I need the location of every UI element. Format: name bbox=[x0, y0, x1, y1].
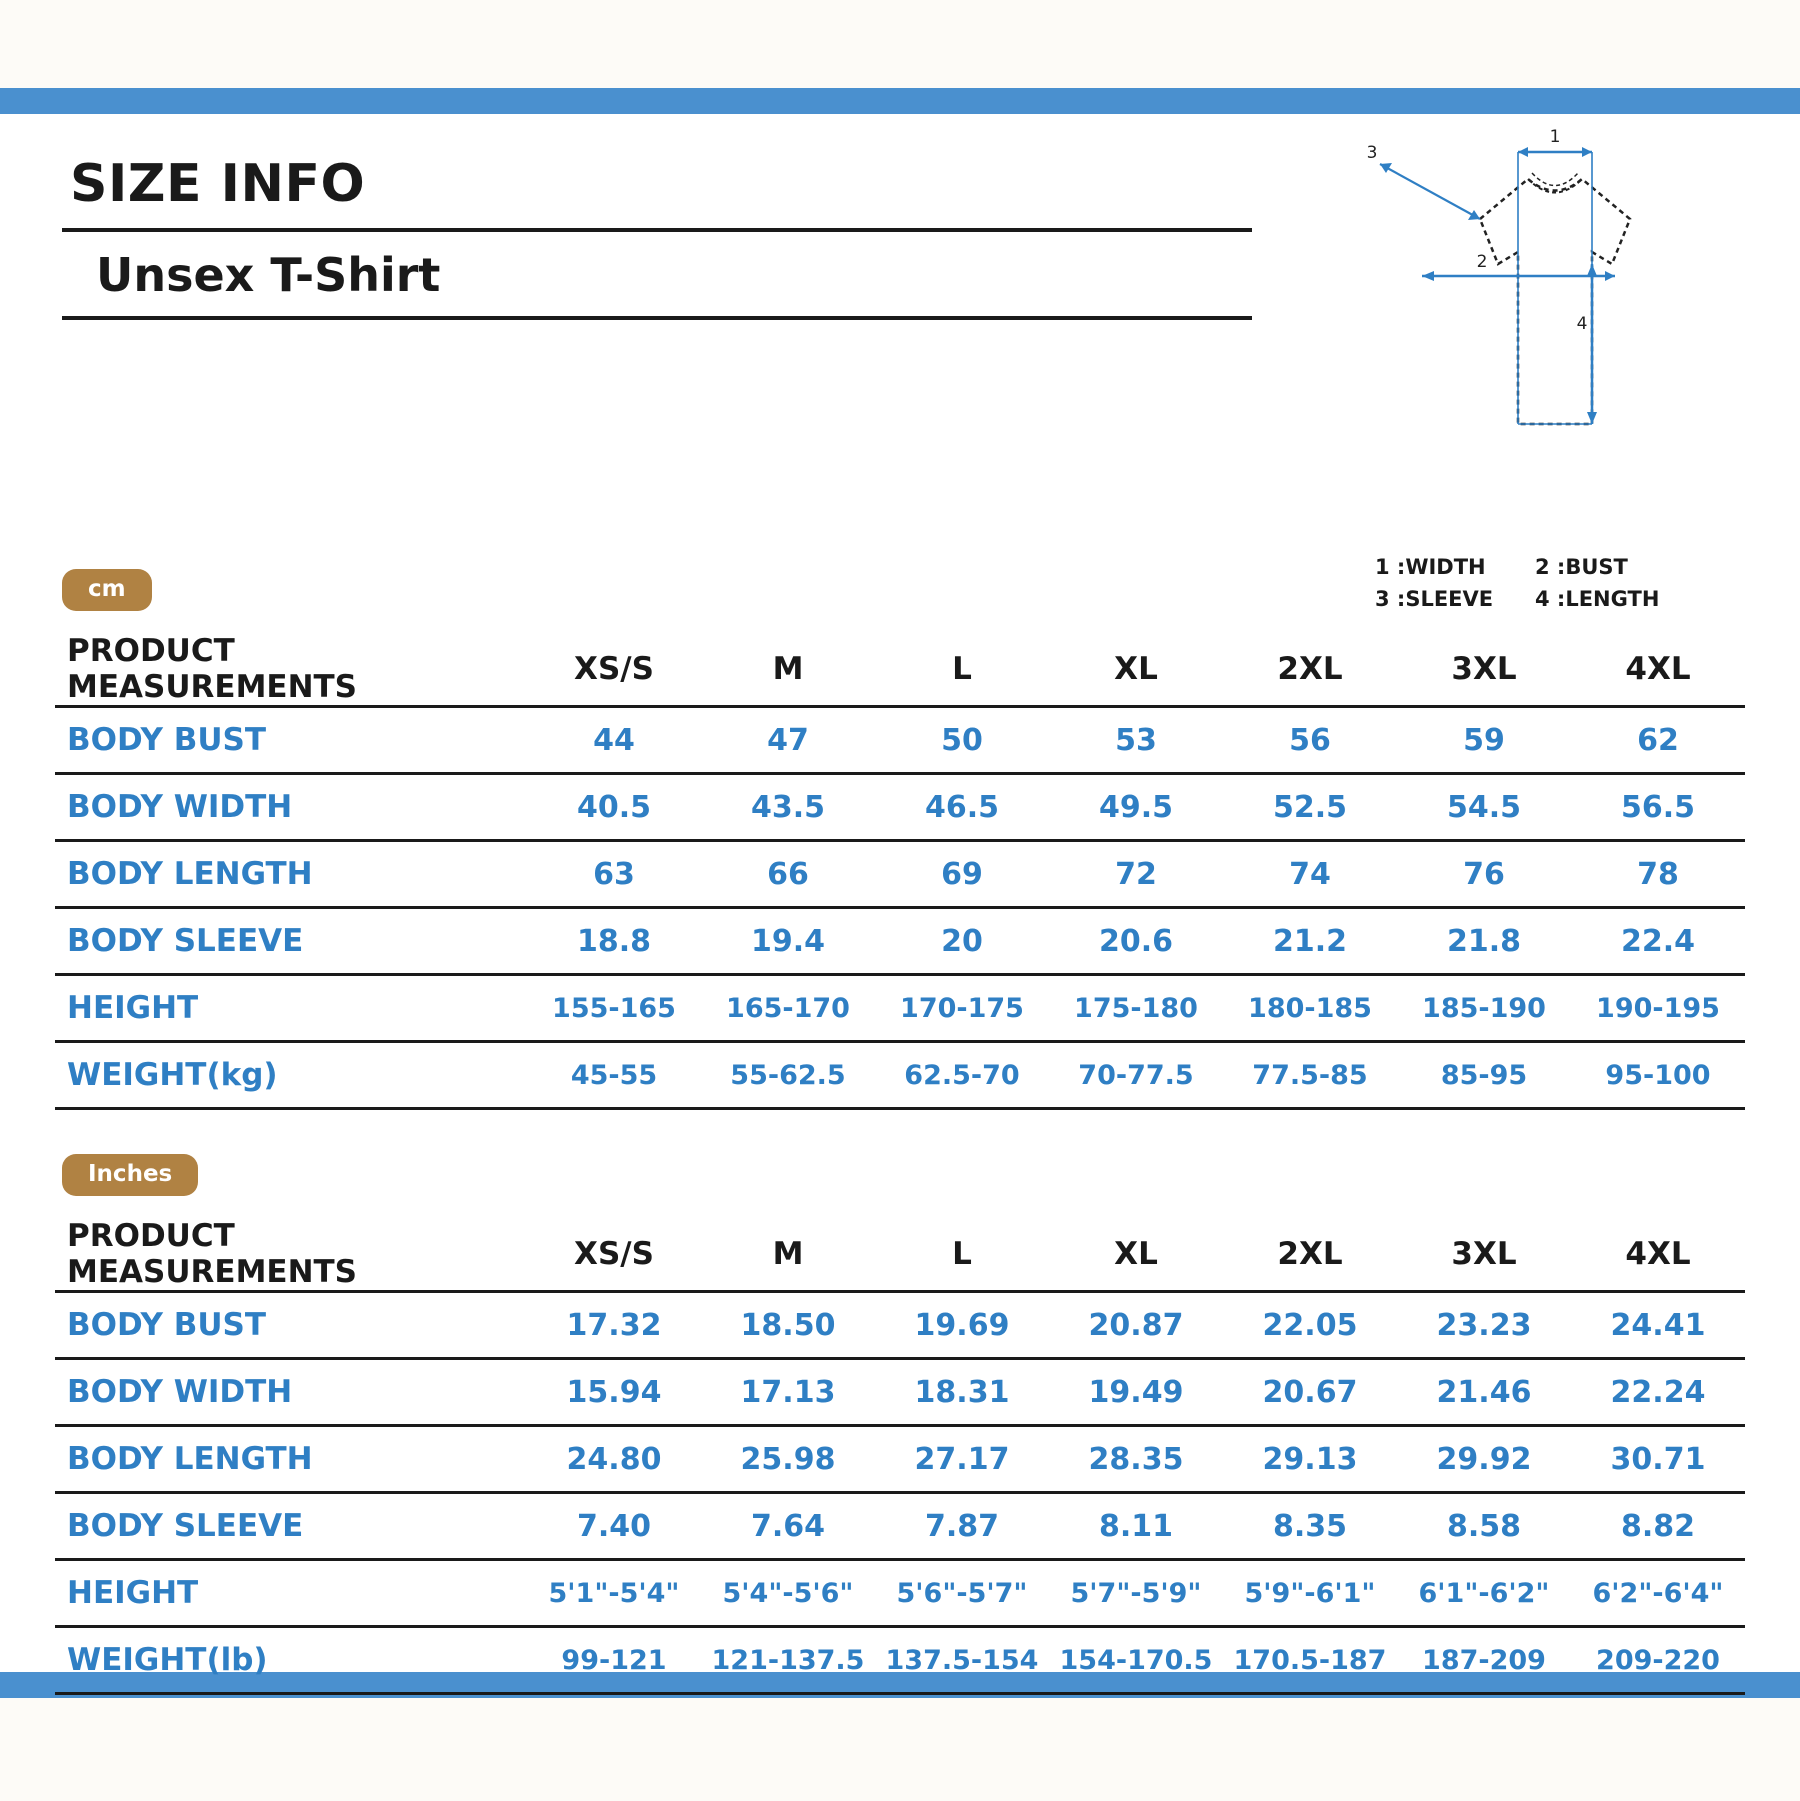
cell-in-weight-m: 121-137.5 bbox=[701, 1627, 875, 1694]
cell-cm-height-xss: 155-165 bbox=[527, 975, 701, 1042]
cell-cm-bust-4xl: 62 bbox=[1571, 707, 1745, 774]
row-label-body-sleeve-in: BODY SLEEVE bbox=[55, 1493, 527, 1560]
table-row bbox=[55, 841, 1745, 908]
table-row bbox=[55, 1292, 1745, 1359]
cell-in-length-l: 27.17 bbox=[875, 1426, 1049, 1493]
cell-cm-length-2xl: 74 bbox=[1223, 841, 1397, 908]
header-size-2xl: 2XL bbox=[1223, 633, 1397, 707]
cell-cm-height-l: 170-175 bbox=[875, 975, 1049, 1042]
row-label-height: HEIGHT bbox=[55, 975, 527, 1042]
header-size-xl-in: XL bbox=[1049, 1218, 1223, 1292]
cell-cm-width-4xl: 56.5 bbox=[1571, 774, 1745, 841]
table-row bbox=[55, 707, 1745, 774]
table-row bbox=[55, 774, 1745, 841]
header-size-xss-in: XS/S bbox=[527, 1218, 701, 1292]
cell-in-length-xl: 28.35 bbox=[1049, 1426, 1223, 1493]
legend-item-width: 1 :WIDTH bbox=[1375, 555, 1486, 579]
header-block bbox=[62, 154, 1252, 320]
cell-cm-bust-l: 50 bbox=[875, 707, 1049, 774]
cell-cm-weight-l: 62.5-70 bbox=[875, 1042, 1049, 1109]
legend-item-sleeve: 3 :SLEEVE bbox=[1375, 586, 1494, 611]
row-label-body-length-in: BODY LENGTH bbox=[55, 1426, 527, 1493]
cell-cm-weight-xl: 70-77.5 bbox=[1049, 1042, 1223, 1109]
cell-in-width-xl: 19.49 bbox=[1049, 1359, 1223, 1426]
cell-cm-bust-2xl: 56 bbox=[1223, 707, 1397, 774]
cell-cm-width-l: 46.5 bbox=[875, 774, 1049, 841]
cell-in-length-m: 25.98 bbox=[701, 1426, 875, 1493]
cell-cm-sleeve-3xl: 21.8 bbox=[1397, 908, 1571, 975]
header-size-l-in: L bbox=[875, 1218, 1049, 1292]
cell-in-weight-xl: 154-170.5 bbox=[1049, 1627, 1223, 1694]
cell-cm-width-xl: 49.5 bbox=[1049, 774, 1223, 841]
cell-in-sleeve-xl: 8.11 bbox=[1049, 1493, 1223, 1560]
cell-cm-width-xss: 40.5 bbox=[527, 774, 701, 841]
unit-badge-inches: Inches bbox=[62, 1154, 198, 1196]
cell-cm-sleeve-xl: 20.6 bbox=[1049, 908, 1223, 975]
cell-cm-height-xl: 175-180 bbox=[1049, 975, 1223, 1042]
cell-in-bust-xss: 17.32 bbox=[527, 1292, 701, 1359]
table-row bbox=[55, 1493, 1745, 1560]
cell-in-height-3xl: 6'1"-6'2" bbox=[1397, 1560, 1571, 1627]
header-size-2xl-in: 2XL bbox=[1223, 1218, 1397, 1292]
size-table-inches bbox=[55, 1218, 1745, 1695]
row-label-body-bust: BODY BUST bbox=[55, 707, 527, 774]
cell-cm-length-l: 69 bbox=[875, 841, 1049, 908]
table-row bbox=[55, 1359, 1745, 1426]
legend-item-bust: 2 :BUST bbox=[1535, 555, 1628, 579]
diagram-marker-1: 1 bbox=[1549, 127, 1561, 147]
header-size-m-in: M bbox=[701, 1218, 875, 1292]
table-row bbox=[55, 1042, 1745, 1109]
header-size-3xl: 3XL bbox=[1397, 633, 1571, 707]
header-product-measurements: PRODUCT MEASUREMENTS bbox=[55, 633, 527, 707]
cell-cm-width-2xl: 52.5 bbox=[1223, 774, 1397, 841]
cell-in-height-4xl: 6'2"-6'4" bbox=[1571, 1560, 1745, 1627]
cell-cm-weight-3xl: 85-95 bbox=[1397, 1042, 1571, 1109]
cell-cm-sleeve-2xl: 21.2 bbox=[1223, 908, 1397, 975]
cell-cm-sleeve-m: 19.4 bbox=[701, 908, 875, 975]
header-size-4xl-in: 4XL bbox=[1571, 1218, 1745, 1292]
row-label-body-width-in: BODY WIDTH bbox=[55, 1359, 527, 1426]
row-label-body-sleeve: BODY SLEEVE bbox=[55, 908, 527, 975]
cell-cm-height-m: 165-170 bbox=[701, 975, 875, 1042]
cell-cm-width-3xl: 54.5 bbox=[1397, 774, 1571, 841]
cell-cm-bust-m: 47 bbox=[701, 707, 875, 774]
cell-cm-bust-3xl: 59 bbox=[1397, 707, 1571, 774]
cell-in-length-3xl: 29.92 bbox=[1397, 1426, 1571, 1493]
cell-in-sleeve-l: 7.87 bbox=[875, 1493, 1049, 1560]
top-accent-bar bbox=[0, 88, 1800, 114]
cell-in-bust-l: 19.69 bbox=[875, 1292, 1049, 1359]
cell-cm-bust-xss: 44 bbox=[527, 707, 701, 774]
legend-item-length: 4 :LENGTH bbox=[1535, 586, 1660, 611]
cell-cm-bust-xl: 53 bbox=[1049, 707, 1223, 774]
cell-cm-length-xss: 63 bbox=[527, 841, 701, 908]
cell-in-height-2xl: 5'9"-6'1" bbox=[1223, 1560, 1397, 1627]
row-label-body-width: BODY WIDTH bbox=[55, 774, 527, 841]
cell-in-width-3xl: 21.46 bbox=[1397, 1359, 1571, 1426]
cell-cm-length-4xl: 78 bbox=[1571, 841, 1745, 908]
header-size-3xl-in: 3XL bbox=[1397, 1218, 1571, 1292]
table-row bbox=[55, 908, 1745, 975]
cell-in-length-2xl: 29.13 bbox=[1223, 1426, 1397, 1493]
cell-cm-length-3xl: 76 bbox=[1397, 841, 1571, 908]
size-table-cm bbox=[55, 633, 1745, 1110]
table-header-row bbox=[55, 633, 1745, 707]
header-size-xl: XL bbox=[1049, 633, 1223, 707]
cell-cm-weight-2xl: 77.5-85 bbox=[1223, 1042, 1397, 1109]
cell-in-sleeve-m: 7.64 bbox=[701, 1493, 875, 1560]
header-size-xss: XS/S bbox=[527, 633, 701, 707]
unit-badge-cm: cm bbox=[62, 569, 152, 611]
page-title: SIZE INFO bbox=[70, 154, 366, 214]
cell-in-weight-2xl: 170.5-187 bbox=[1223, 1627, 1397, 1694]
cell-cm-width-m: 43.5 bbox=[701, 774, 875, 841]
cell-in-length-xss: 24.80 bbox=[527, 1426, 701, 1493]
row-label-weight-kg: WEIGHT(kg) bbox=[55, 1042, 527, 1109]
header-size-l: L bbox=[875, 633, 1049, 707]
page-subtitle: Unsex T-Shirt bbox=[96, 248, 441, 302]
cell-in-weight-l: 137.5-154 bbox=[875, 1627, 1049, 1694]
cell-cm-sleeve-xss: 18.8 bbox=[527, 908, 701, 975]
cell-cm-weight-m: 55-62.5 bbox=[701, 1042, 875, 1109]
cell-in-bust-3xl: 23.23 bbox=[1397, 1292, 1571, 1359]
cell-cm-length-xl: 72 bbox=[1049, 841, 1223, 908]
title-divider-top bbox=[62, 228, 1252, 232]
cell-in-width-2xl: 20.67 bbox=[1223, 1359, 1397, 1426]
cell-in-sleeve-3xl: 8.58 bbox=[1397, 1493, 1571, 1560]
diagram-marker-3: 3 bbox=[1366, 143, 1378, 163]
table-row bbox=[55, 975, 1745, 1042]
cell-in-weight-xss: 99-121 bbox=[527, 1627, 701, 1694]
cell-in-weight-3xl: 187-209 bbox=[1397, 1627, 1571, 1694]
cell-cm-height-3xl: 185-190 bbox=[1397, 975, 1571, 1042]
header-size-m: M bbox=[701, 633, 875, 707]
cell-in-width-l: 18.31 bbox=[875, 1359, 1049, 1426]
header-product-measurements-in: PRODUCT MEASUREMENTS bbox=[55, 1218, 527, 1292]
cell-in-bust-2xl: 22.05 bbox=[1223, 1292, 1397, 1359]
table-row bbox=[55, 1627, 1745, 1694]
row-label-body-length: BODY LENGTH bbox=[55, 841, 527, 908]
row-label-weight-lb: WEIGHT(lb) bbox=[55, 1627, 527, 1694]
cell-in-height-xss: 5'1"-5'4" bbox=[527, 1560, 701, 1627]
cell-in-weight-4xl: 209-220 bbox=[1571, 1627, 1745, 1694]
diagram-marker-4: 4 bbox=[1576, 314, 1588, 334]
cell-in-width-xss: 15.94 bbox=[527, 1359, 701, 1426]
cell-in-bust-4xl: 24.41 bbox=[1571, 1292, 1745, 1359]
title-divider-bottom bbox=[62, 316, 1252, 320]
diagram-legend bbox=[1375, 552, 1735, 615]
cell-in-sleeve-2xl: 8.35 bbox=[1223, 1493, 1397, 1560]
table-row bbox=[55, 1426, 1745, 1493]
cell-cm-height-4xl: 190-195 bbox=[1571, 975, 1745, 1042]
cell-cm-sleeve-l: 20 bbox=[875, 908, 1049, 975]
tshirt-diagram bbox=[1360, 124, 1750, 484]
chart-content bbox=[0, 114, 1800, 1678]
cell-in-sleeve-4xl: 8.82 bbox=[1571, 1493, 1745, 1560]
cell-in-length-4xl: 30.71 bbox=[1571, 1426, 1745, 1493]
cell-cm-sleeve-4xl: 22.4 bbox=[1571, 908, 1745, 975]
cell-cm-weight-4xl: 95-100 bbox=[1571, 1042, 1745, 1109]
cell-in-height-xl: 5'7"-5'9" bbox=[1049, 1560, 1223, 1627]
cell-in-sleeve-xss: 7.40 bbox=[527, 1493, 701, 1560]
cell-in-width-4xl: 22.24 bbox=[1571, 1359, 1745, 1426]
cell-cm-height-2xl: 180-185 bbox=[1223, 975, 1397, 1042]
header-size-4xl: 4XL bbox=[1571, 633, 1745, 707]
cell-cm-length-m: 66 bbox=[701, 841, 875, 908]
cell-in-bust-xl: 20.87 bbox=[1049, 1292, 1223, 1359]
cell-in-height-m: 5'4"-5'6" bbox=[701, 1560, 875, 1627]
table-row bbox=[55, 1560, 1745, 1627]
cell-in-bust-m: 18.50 bbox=[701, 1292, 875, 1359]
cell-in-height-l: 5'6"-5'7" bbox=[875, 1560, 1049, 1627]
row-label-body-bust-in: BODY BUST bbox=[55, 1292, 527, 1359]
cell-cm-weight-xss: 45-55 bbox=[527, 1042, 701, 1109]
table-header-row bbox=[55, 1218, 1745, 1292]
row-label-height-in: HEIGHT bbox=[55, 1560, 527, 1627]
diagram-marker-2: 2 bbox=[1476, 252, 1488, 272]
cell-in-width-m: 17.13 bbox=[701, 1359, 875, 1426]
